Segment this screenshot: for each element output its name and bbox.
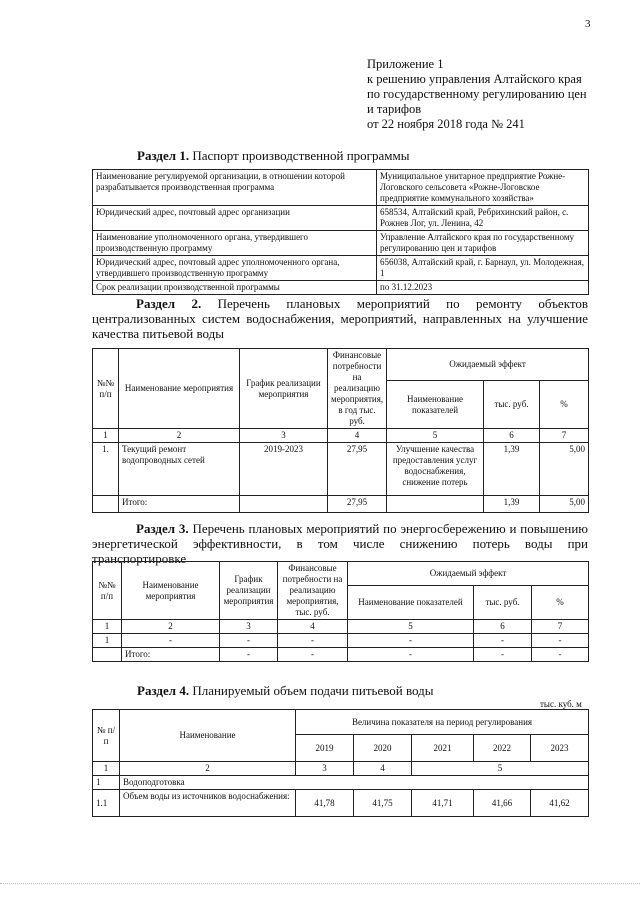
page-edge-line: [0, 883, 640, 884]
column-number: 2: [120, 762, 296, 776]
passport-key: Срок реализации производственной программы: [93, 281, 377, 295]
column-number: 3: [240, 429, 328, 443]
appendix-line: по государственному регулированию цен: [367, 87, 587, 101]
table-cell: -: [220, 634, 278, 648]
header-year: 2022: [474, 735, 531, 762]
column-number: 5: [412, 762, 589, 776]
table-row: [93, 790, 589, 817]
page-number: 3: [585, 18, 591, 30]
row-value: 41,71: [412, 790, 474, 817]
column-number: 5: [387, 429, 484, 443]
section4-label: Раздел 4.: [137, 683, 190, 698]
column-number: 4: [328, 429, 387, 443]
header-thousand: тыс. руб.: [484, 381, 540, 429]
total-thousand: 1,39: [484, 496, 540, 513]
row-value: 41,62: [531, 790, 589, 817]
unit-label: тыс. куб. м: [540, 699, 582, 709]
header-num: № п/п: [93, 710, 120, 762]
column-number: 2: [119, 429, 240, 443]
header-name: Наименование мероприятия: [122, 562, 220, 620]
passport-key: Юридический адрес, почтовый адрес уполномоченного органа, утвердившего производственную программу: [93, 256, 377, 281]
total-row: [93, 496, 589, 513]
table-cell: -: [278, 648, 348, 662]
row-indicator: Улучшение качества предоставления услуг водоснабжения, снижение потерь: [387, 443, 484, 496]
table-row: [93, 206, 589, 231]
passport-table: [92, 169, 589, 295]
column-number: 4: [278, 620, 348, 634]
column-number: 4: [354, 762, 412, 776]
row-num: 1.: [93, 443, 119, 496]
section4-heading: [137, 683, 434, 699]
column-number-row: [93, 620, 589, 634]
section2-heading: [92, 296, 588, 341]
section2-title: Перечень плановых мероприятий по ремонту объектов централизованных систем водоснабжения, мероприятий, направленных на улучшение качества питьевой воды: [92, 296, 588, 341]
column-number: 3: [296, 762, 354, 776]
section1-heading: [137, 148, 409, 164]
row-name: Объем воды из источников водоснабжения:: [120, 790, 296, 817]
total-empty-cell: [93, 496, 119, 513]
appendix-header: [367, 57, 587, 132]
table-cell: -: [532, 648, 589, 662]
header-schedule: График реализации мероприятия: [220, 562, 278, 620]
header-year: 2023: [531, 735, 589, 762]
header-effect: Ожидаемый эффект: [387, 349, 589, 381]
header-num: №№ п/п: [93, 562, 122, 620]
row-value: 41,66: [474, 790, 531, 817]
table-row: [93, 170, 589, 206]
total-percent: 5,00: [540, 496, 589, 513]
header-year: 2020: [354, 735, 412, 762]
column-number: 5: [348, 620, 474, 634]
passport-key: Юридический адрес, почтовый адрес организации: [93, 206, 377, 231]
column-number: 1: [93, 429, 119, 443]
table-cell: -: [278, 634, 348, 648]
row-percent: 5,00: [540, 443, 589, 496]
table-row: [93, 281, 589, 295]
section3-label: Раздел 3.: [136, 521, 189, 536]
column-number: 6: [484, 429, 540, 443]
header-thousand: тыс. руб.: [474, 585, 532, 619]
column-number: 2: [122, 620, 220, 634]
table-cell: -: [220, 648, 278, 662]
row-num: 1.1: [93, 790, 120, 817]
passport-value: по 31.12.2023: [377, 281, 589, 295]
header-schedule: График реализации мероприятия: [240, 349, 328, 429]
header-indicator: Наименование показателей: [387, 381, 484, 429]
section3-heading: [92, 521, 588, 566]
header-effect: Ожидаемый эффект: [348, 562, 589, 586]
passport-key: Наименование уполномоченного органа, утвердившего производственную программу: [93, 231, 377, 256]
row-schedule: 2019-2023: [240, 443, 328, 496]
section1-title: Паспорт производственной программы: [192, 148, 410, 163]
table-cell: -: [122, 634, 220, 648]
header-year: 2021: [412, 735, 474, 762]
row-name: Текущий ремонт водопроводных сетей: [119, 443, 240, 496]
total-empty-cell: [240, 496, 328, 513]
table-cell: -: [532, 634, 589, 648]
appendix-line: и тарифов: [367, 102, 422, 116]
repair-events-table: [92, 348, 589, 513]
table-header-row: [93, 349, 589, 381]
section3-title: Перечень плановых мероприятий по энергосбережению и повышению энергетической эффективности, в том числе снижению потерь воды при транспортировке: [92, 521, 588, 566]
column-number: 1: [93, 620, 122, 634]
header-year: 2019: [296, 735, 354, 762]
passport-value: 658534, Алтайский край, Ребрихинский район, с. Рожнев Лог, ул. Ленина, 42: [377, 206, 589, 231]
appendix-line: к решению управления Алтайского края: [367, 72, 582, 86]
passport-value: Управление Алтайского края по государственному регулированию цен и тарифов: [377, 231, 589, 256]
passport-key: Наименование регулируемой организации, в отношении которой разрабатывается производственная программа: [93, 170, 377, 206]
passport-value: Муниципальное унитарное предприятие Рожне-Логовского сельсовета «Рожне-Логовское предприятие коммунального хозяйства»: [377, 170, 589, 206]
column-number: 3: [220, 620, 278, 634]
table-header-row: [93, 710, 589, 735]
header-finance: Финансовые потребности на реализацию мероприятия, тыс. руб.: [278, 562, 348, 620]
appendix-line: от 22 ноября 2018 года № 241: [367, 117, 525, 131]
row-thousand: 1,39: [484, 443, 540, 496]
column-number: 1: [93, 762, 120, 776]
column-number: 7: [540, 429, 589, 443]
row-num: 1: [93, 776, 120, 790]
header-period: Величина показателя на период регулирования: [296, 710, 589, 735]
row-name: Водоподготовка: [120, 776, 589, 790]
column-number: 7: [532, 620, 589, 634]
row-value: 41,75: [354, 790, 412, 817]
header-indicator: Наименование показателей: [348, 585, 474, 619]
table-cell: -: [348, 634, 474, 648]
water-supply-table: [92, 709, 589, 817]
table-cell: -: [474, 634, 532, 648]
total-label: Итого:: [122, 648, 220, 662]
table-row: [93, 256, 589, 281]
passport-value: 656038, Алтайский край, г. Барнаул, ул. Молодежная, 1: [377, 256, 589, 281]
section2-label: Раздел 2.: [136, 296, 202, 311]
table-cell: -: [474, 648, 532, 662]
table-row: [93, 443, 589, 496]
appendix-line: Приложение 1: [367, 57, 444, 71]
header-finance: Финансовые потребности на реализацию мероприятия, в год тыс. руб.: [328, 349, 387, 429]
header-name: Наименование: [120, 710, 296, 762]
table-cell: [93, 648, 122, 662]
total-label: Итого:: [119, 496, 240, 513]
table-row: [93, 634, 589, 648]
table-cell: -: [348, 648, 474, 662]
table-row: [93, 776, 589, 790]
table-cell: 1: [93, 634, 122, 648]
header-num: №№ п/п: [93, 349, 119, 429]
header-name: Наименование мероприятия: [119, 349, 240, 429]
column-number-row: [93, 762, 589, 776]
header-percent: %: [532, 585, 589, 619]
header-percent: %: [540, 381, 589, 429]
row-finance: 27,95: [328, 443, 387, 496]
column-number: 6: [474, 620, 532, 634]
table-row: [93, 231, 589, 256]
total-empty-cell: [387, 496, 484, 513]
energy-saving-table: [92, 561, 589, 662]
column-number-row: [93, 429, 589, 443]
section1-label: Раздел 1.: [137, 148, 190, 163]
row-value: 41,78: [296, 790, 354, 817]
total-finance: 27,95: [328, 496, 387, 513]
section4-title: Планируемый объем подачи питьевой воды: [192, 683, 434, 698]
total-row: [93, 648, 589, 662]
table-header-row: [93, 562, 589, 586]
